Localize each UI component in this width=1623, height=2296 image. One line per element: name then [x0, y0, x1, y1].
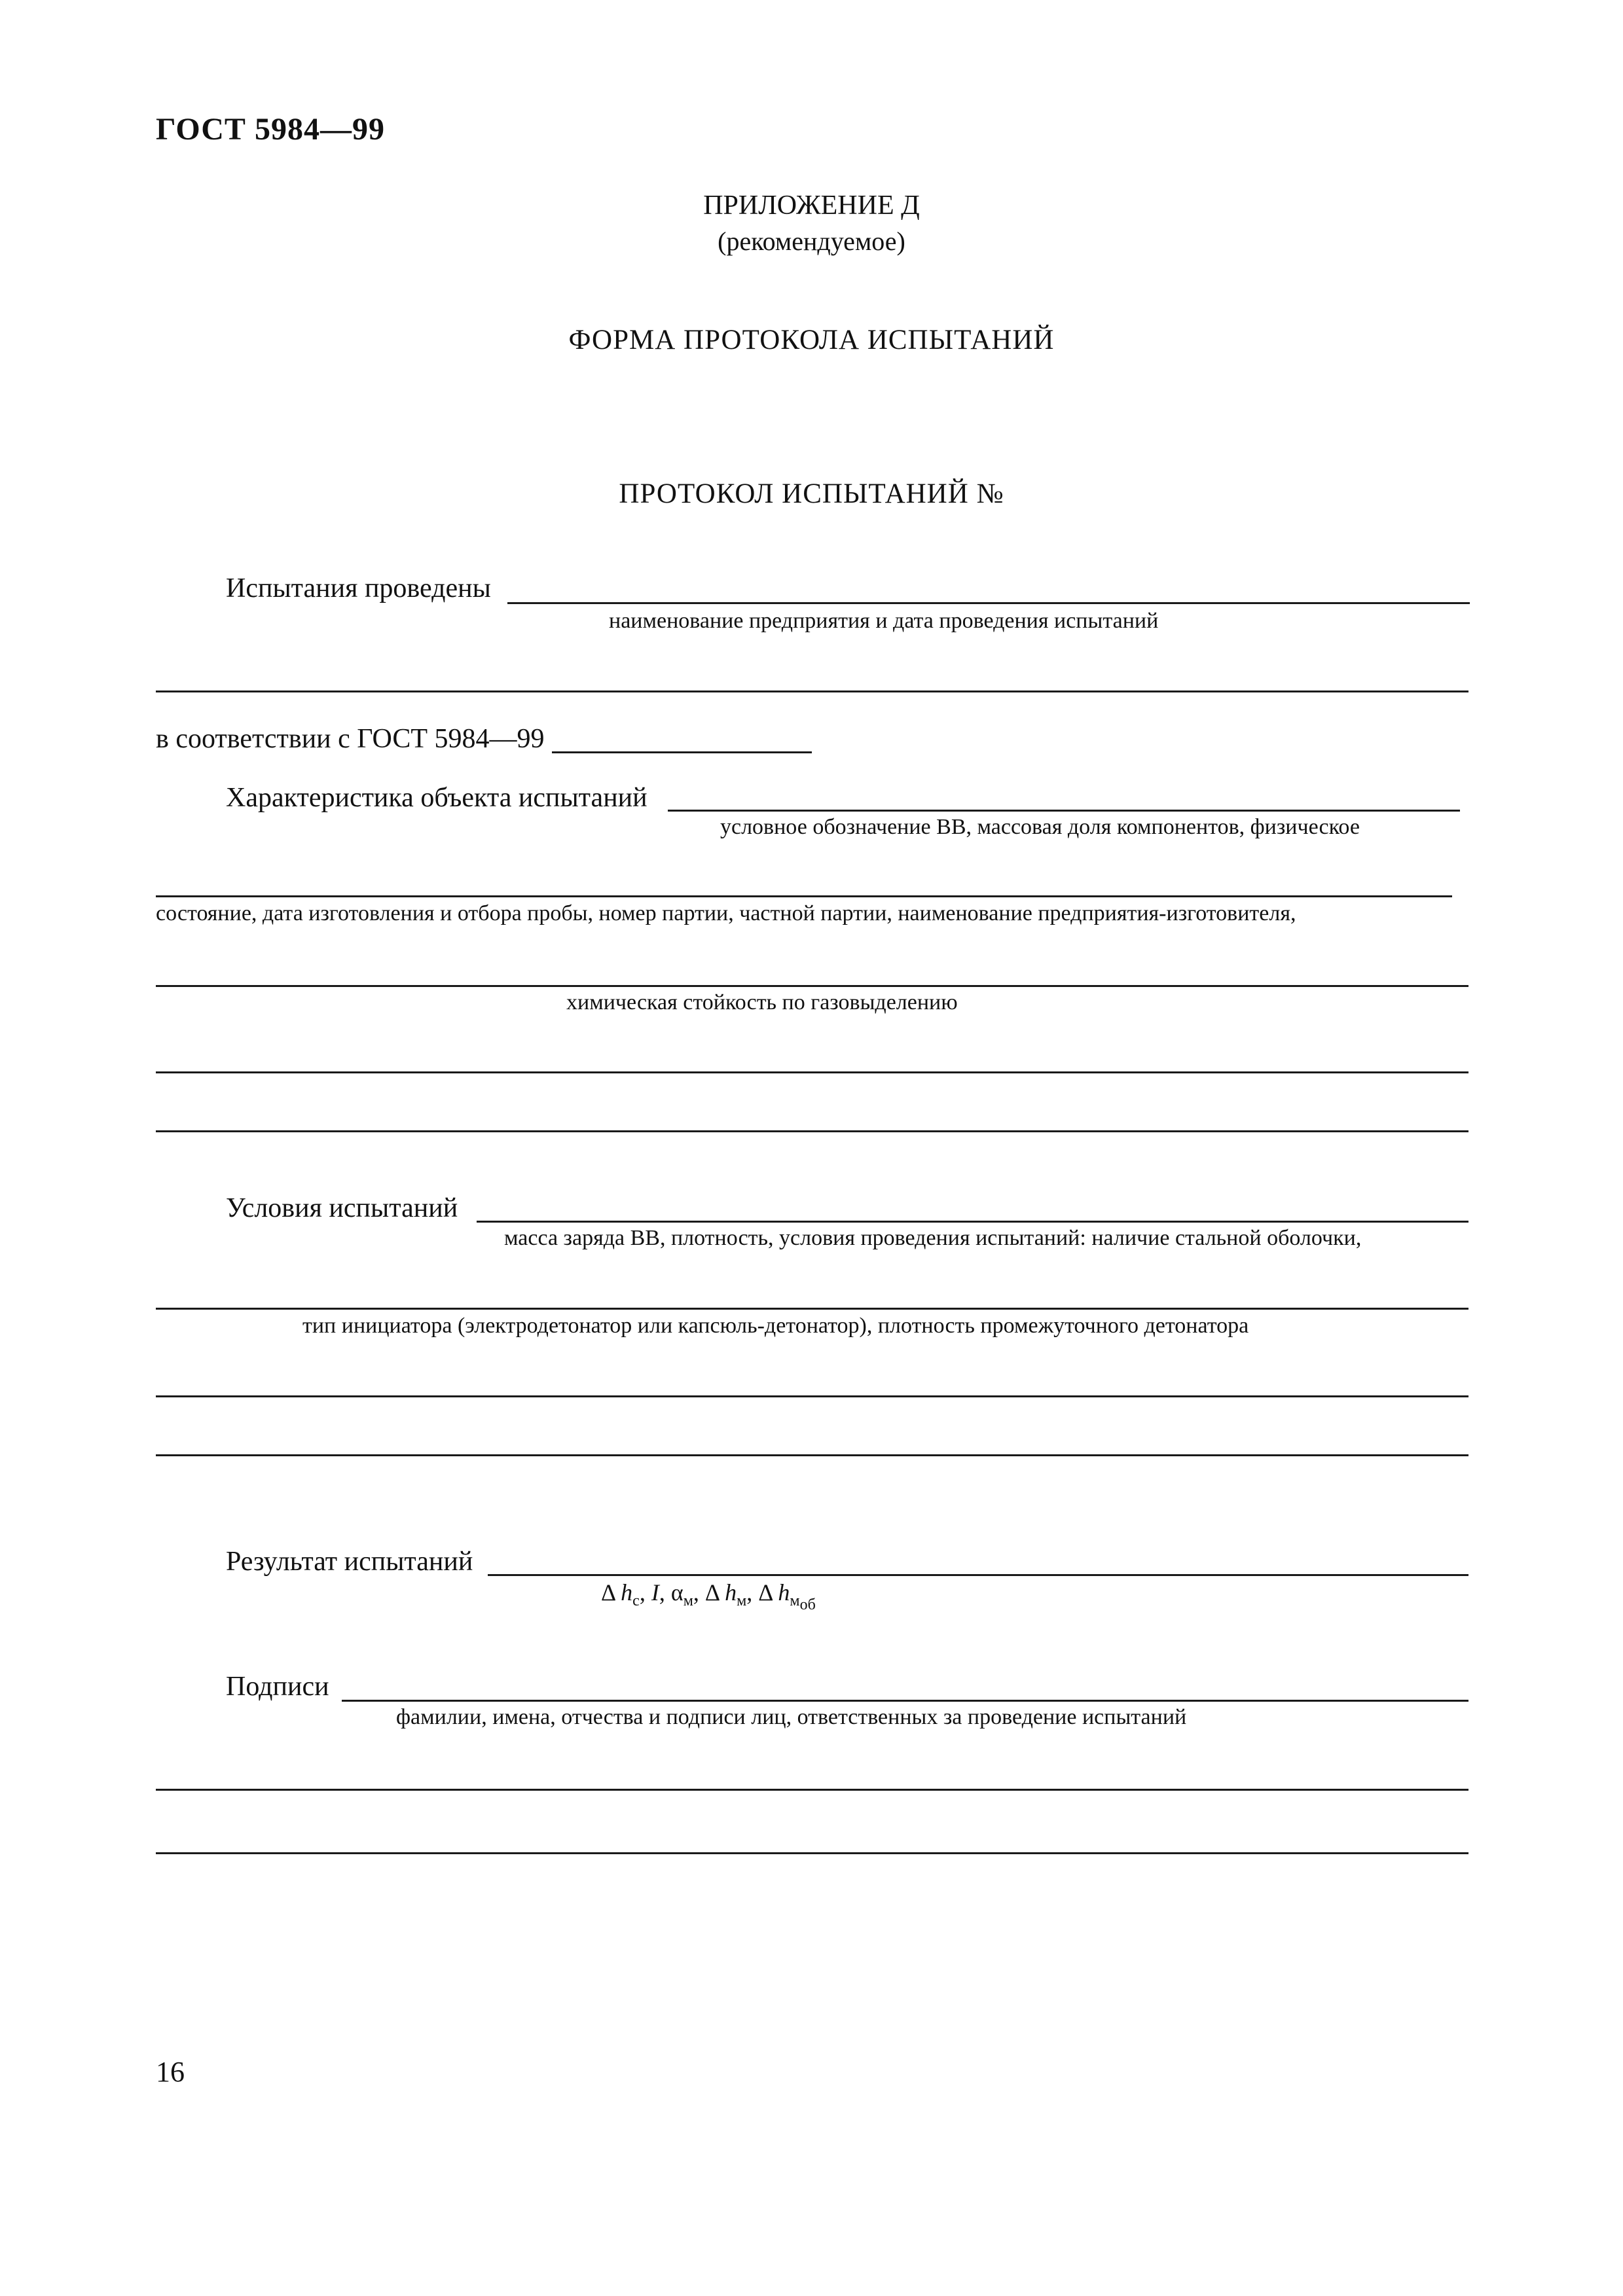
test-conditions-line-4[interactable]	[156, 1454, 1468, 1456]
object-characteristics-caption-3: химическая стойкость по газовыделению	[566, 990, 958, 1014]
object-characteristics-line-3[interactable]	[156, 985, 1468, 987]
delta-symbol-3: Δ	[758, 1579, 773, 1605]
object-characteristics-line-4[interactable]	[156, 1071, 1468, 1073]
h-symbol-3: h	[778, 1579, 790, 1605]
annex-title: ПРИЛОЖЕНИЕ Д	[703, 190, 920, 221]
sub-m-alpha: м	[683, 1592, 693, 1610]
signatures-line[interactable]	[342, 1700, 1468, 1702]
protocol-title: ПРОТОКОЛ ИСПЫТАНИЙ №	[619, 478, 1004, 509]
sub-ob: об	[799, 1596, 816, 1613]
alpha-symbol: α	[670, 1579, 684, 1605]
object-characteristics-caption-1: условное обозначение ВВ, массовая доля компонентов, физическое	[720, 815, 1360, 839]
tests-conducted-label: Испытания проведены	[226, 573, 491, 603]
signatures-line-2[interactable]	[156, 1789, 1468, 1791]
object-characteristics-line-2[interactable]	[156, 895, 1452, 897]
object-characteristics-caption-2: состояние, дата изготовления и отбора пробы, номер партии, частной партии, наименование предприятия-изготовителя,	[156, 901, 1296, 925]
h-symbol-2: h	[725, 1579, 737, 1605]
signatures-line-3[interactable]	[156, 1852, 1468, 1854]
delta-symbol-2: Δ	[704, 1579, 720, 1605]
sub-m-h-ob: м	[790, 1592, 800, 1610]
object-characteristics-label: Характеристика объекта испытаний	[226, 783, 647, 813]
tests-conducted-line-2[interactable]	[156, 691, 1468, 692]
signatures-label: Подписи	[226, 1672, 329, 1702]
i-symbol: I	[651, 1579, 659, 1605]
sub-m-h: м	[737, 1592, 747, 1610]
object-characteristics-line-5[interactable]	[156, 1130, 1468, 1132]
standard-designation: ГОСТ 5984—99	[156, 112, 385, 147]
compliance-line[interactable]	[552, 751, 812, 753]
annex-subtitle: (рекомендуемое)	[718, 226, 905, 256]
page-number: 16	[156, 2056, 185, 2088]
test-conditions-line-3[interactable]	[156, 1395, 1468, 1397]
form-title: ФОРМА ПРОТОКОЛА ИСПЫТАНИЙ	[568, 325, 1055, 355]
test-result-line[interactable]	[488, 1574, 1468, 1576]
test-result-caption: Δ $h_с$, I, $\alpha_м$, Δ $h_м$, Δ $h_{м_{об}}$	[601, 1579, 816, 1613]
signatures-caption: фамилии, имена, отчества и подписи лиц, ответственных за проведение испытаний	[396, 1705, 1187, 1729]
tests-conducted-caption: наименование предприятия и дата проведения испытаний	[609, 609, 1159, 633]
test-conditions-caption-1: масса заряда ВВ, плотность, условия проведения испытаний: наличие стальной оболочки,	[504, 1226, 1362, 1250]
test-conditions-line-2[interactable]	[156, 1308, 1468, 1310]
compliance-label: в соответствии с ГОСТ 5984—99	[156, 724, 545, 754]
h-symbol: h	[621, 1579, 633, 1605]
tests-conducted-line[interactable]	[507, 602, 1470, 604]
test-conditions-label: Условия испытаний	[226, 1193, 458, 1223]
sub-c: с	[632, 1592, 640, 1610]
test-conditions-line[interactable]	[477, 1221, 1468, 1223]
test-result-label: Результат испытаний	[226, 1547, 473, 1577]
object-characteristics-line[interactable]	[668, 810, 1460, 812]
delta-symbol: Δ	[601, 1579, 615, 1605]
test-conditions-caption-2: тип инициатора (электродетонатор или капсюль-детонатор), плотность промежуточного детонатора	[302, 1314, 1249, 1338]
